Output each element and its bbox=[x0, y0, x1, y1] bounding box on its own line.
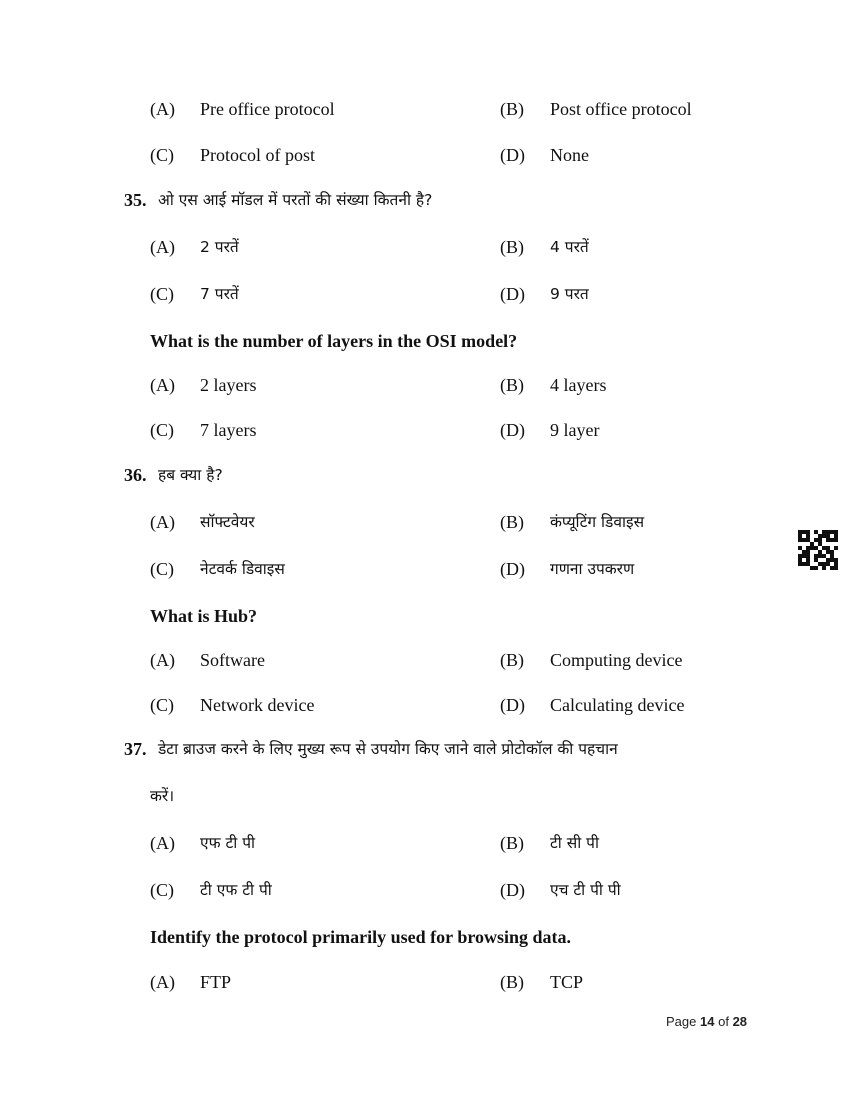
qr-module bbox=[818, 534, 822, 538]
option-text: 9 layer bbox=[550, 420, 600, 440]
qr-module bbox=[826, 550, 830, 554]
qr-module bbox=[798, 562, 802, 566]
qr-code-icon bbox=[798, 530, 838, 570]
question-text: ओ एस आई मॉडल में परतों की संख्या कितनी है? bbox=[158, 191, 433, 209]
qr-module bbox=[806, 538, 810, 542]
question-text: हब क्या है? bbox=[158, 466, 223, 484]
qr-module bbox=[822, 566, 826, 570]
qr-module bbox=[834, 562, 838, 566]
qr-module bbox=[822, 546, 826, 550]
option-text: TCP bbox=[550, 972, 584, 992]
qr-module bbox=[834, 534, 838, 538]
option-label: (B) bbox=[500, 972, 524, 992]
option-label: (B) bbox=[500, 833, 524, 853]
option-label: (C) bbox=[150, 695, 174, 715]
option-text: 7 layers bbox=[200, 420, 257, 440]
option-text: एफ टी पी bbox=[200, 834, 256, 852]
option-label: (C) bbox=[150, 880, 174, 900]
qr-module bbox=[810, 542, 814, 546]
qr-module bbox=[814, 530, 818, 534]
option-text: 4 परतें bbox=[550, 238, 589, 256]
option-text: 7 परतें bbox=[200, 285, 239, 303]
option-label: (A) bbox=[150, 512, 175, 532]
option-text: Post office protocol bbox=[550, 99, 692, 119]
option-label: (B) bbox=[500, 650, 524, 670]
qr-module bbox=[834, 530, 838, 534]
qr-module bbox=[798, 546, 802, 550]
qr-module bbox=[834, 566, 838, 570]
question-text: डेटा ब्राउज करने के लिए मुख्य रूप से उपयोग किए जाने वाले प्रोटोकॉल की पहचान bbox=[158, 740, 618, 758]
qr-module bbox=[822, 534, 826, 538]
qr-module bbox=[810, 566, 814, 570]
option-label: (B) bbox=[500, 99, 524, 119]
qr-module bbox=[806, 550, 810, 554]
question-text: Identify the protocol primarily used for browsing data. bbox=[150, 927, 572, 947]
qr-module bbox=[802, 562, 806, 566]
question-number: 35. bbox=[124, 190, 147, 210]
qr-module bbox=[802, 530, 806, 534]
qr-module bbox=[798, 530, 802, 534]
qr-module bbox=[818, 554, 822, 558]
page-current: 14 bbox=[700, 1014, 715, 1029]
option-label: (D) bbox=[500, 880, 525, 900]
qr-module bbox=[818, 562, 822, 566]
option-text: एच टी पी पी bbox=[550, 881, 621, 899]
qr-module bbox=[802, 538, 806, 542]
page-total: 28 bbox=[732, 1014, 748, 1029]
qr-module bbox=[830, 530, 834, 534]
option-text: कंप्यूटिंग डिवाइस bbox=[550, 513, 645, 531]
qr-module bbox=[822, 530, 826, 534]
option-label: (C) bbox=[150, 284, 174, 304]
qr-module bbox=[814, 546, 818, 550]
qr-module bbox=[826, 534, 830, 538]
qr-module bbox=[826, 558, 830, 562]
option-label: (D) bbox=[500, 420, 525, 440]
option-text: गणना उपकरण bbox=[550, 560, 635, 578]
option-text: सॉफ्टवेयर bbox=[200, 513, 255, 531]
page-footer bbox=[666, 1014, 747, 1029]
qr-module bbox=[834, 558, 838, 562]
qr-module bbox=[806, 546, 810, 550]
qr-module bbox=[826, 530, 830, 534]
option-label: (A) bbox=[150, 972, 175, 992]
option-label: (B) bbox=[500, 375, 524, 395]
option-text: Calculating device bbox=[550, 695, 685, 715]
qr-module bbox=[806, 530, 810, 534]
question-text: करें। bbox=[150, 787, 175, 805]
qr-module bbox=[814, 558, 818, 562]
qr-module bbox=[798, 554, 802, 558]
option-text: टी सी पी bbox=[550, 834, 599, 852]
option-label: (D) bbox=[500, 695, 525, 715]
qr-module bbox=[806, 554, 810, 558]
qr-module bbox=[798, 534, 802, 538]
qr-module bbox=[826, 538, 830, 542]
qr-module bbox=[806, 562, 810, 566]
option-text: 4 layers bbox=[550, 375, 607, 395]
question-number: 36. bbox=[124, 465, 147, 485]
qr-module bbox=[830, 558, 834, 562]
option-text: टी एफ टी पी bbox=[200, 881, 272, 899]
option-label: (B) bbox=[500, 512, 524, 532]
option-text: 2 layers bbox=[200, 375, 257, 395]
option-text: None bbox=[550, 145, 589, 165]
qr-module bbox=[806, 534, 810, 538]
option-label: (C) bbox=[150, 559, 174, 579]
option-label: (D) bbox=[500, 145, 525, 165]
qr-module bbox=[830, 566, 834, 570]
qr-module bbox=[834, 546, 838, 550]
page-of: of bbox=[718, 1014, 729, 1029]
question-number: 37. bbox=[124, 739, 147, 759]
option-text: Software bbox=[200, 650, 265, 670]
option-label: (D) bbox=[500, 284, 525, 304]
qr-module bbox=[822, 562, 826, 566]
option-text: Protocol of post bbox=[200, 145, 315, 165]
option-label: (A) bbox=[150, 833, 175, 853]
qr-module bbox=[818, 542, 822, 546]
option-label: (A) bbox=[150, 99, 175, 119]
qr-module bbox=[830, 554, 834, 558]
qr-module bbox=[818, 550, 822, 554]
qr-module bbox=[802, 554, 806, 558]
page-prefix: Page bbox=[666, 1014, 697, 1029]
qr-module bbox=[802, 550, 806, 554]
qr-module bbox=[826, 562, 830, 566]
qr-module bbox=[818, 538, 822, 542]
qr-module bbox=[834, 538, 838, 542]
option-label: (D) bbox=[500, 559, 525, 579]
qr-module bbox=[814, 554, 818, 558]
qr-module bbox=[830, 538, 834, 542]
option-label: (A) bbox=[150, 650, 175, 670]
option-text: Pre office protocol bbox=[200, 99, 335, 119]
option-label: (C) bbox=[150, 145, 174, 165]
question-text: What is the number of layers in the OSI model? bbox=[150, 331, 518, 351]
option-text: नेटवर्क डिवाइस bbox=[200, 560, 285, 578]
option-label: (A) bbox=[150, 375, 175, 395]
option-text: Computing device bbox=[550, 650, 683, 670]
qr-module bbox=[798, 558, 802, 562]
option-text: FTP bbox=[200, 972, 232, 992]
qr-module bbox=[798, 538, 802, 542]
qr-module bbox=[830, 550, 834, 554]
qr-module bbox=[814, 538, 818, 542]
option-text: Network device bbox=[200, 695, 315, 715]
qr-module bbox=[822, 554, 826, 558]
question-text: What is Hub? bbox=[150, 606, 258, 626]
option-label: (A) bbox=[150, 237, 175, 257]
qr-module bbox=[810, 546, 814, 550]
option-label: (B) bbox=[500, 237, 524, 257]
qr-module bbox=[826, 546, 830, 550]
option-text: 9 परत bbox=[550, 285, 589, 303]
option-text: 2 परतें bbox=[200, 238, 239, 256]
qr-module bbox=[814, 566, 818, 570]
qr-module bbox=[806, 558, 810, 562]
option-label: (C) bbox=[150, 420, 174, 440]
